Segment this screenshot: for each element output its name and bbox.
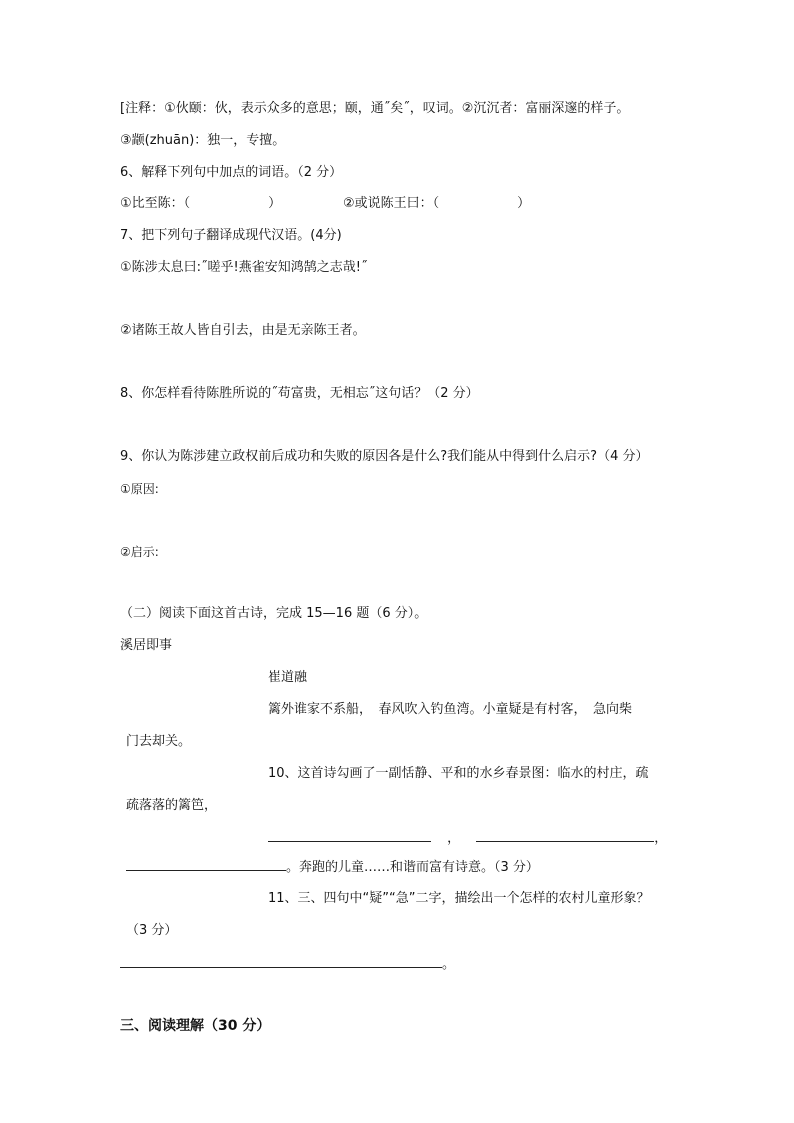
question-6-item-2: ②或说陈王曰：（ ） bbox=[343, 196, 531, 211]
section-3-heading: 三、阅读理解（30 分） bbox=[120, 1018, 271, 1034]
question-10-tail: 。奔跑的儿童……和谐而富有诗意。（3 分） bbox=[286, 860, 539, 875]
poem-title: 溪居即事 bbox=[120, 638, 173, 653]
question-9-insight: ②启示: bbox=[120, 545, 159, 559]
blank-separator-2: ， bbox=[654, 831, 668, 846]
note-line-1: [注释：①伙颐：伙，表示众多的意思；颐，通˝矣˝，叹词。②沉沉者：富丽深邃的样子。 bbox=[120, 101, 630, 116]
question-6-prompt: 6、解释下列句中加点的词语。（2 分） bbox=[120, 165, 343, 180]
section-2-heading: （二）阅读下面这首古诗，完成 15—16 题（6 分）。 bbox=[120, 606, 428, 621]
question-11-prompt-line-1: 11、三、四句中“疑”“急”二字，描绘出一个怎样的农村儿童形象？ bbox=[268, 891, 650, 906]
question-10-prompt-line-2: 疏落落的篱笆， bbox=[126, 798, 218, 813]
question-10-prompt-line-1: 10、这首诗勾画了一副恬静、平和的水乡春景图：临水的村庄，疏 bbox=[268, 766, 649, 781]
question-9-reason: ①原因: bbox=[120, 482, 159, 496]
question-9-prompt: 9、你认为陈涉建立政权前后成功和失败的原因各是什么?我们能从中得到什么启示?（4 分） bbox=[120, 449, 649, 464]
question-11-answer-row bbox=[120, 955, 455, 974]
question-10-blank-row-2 bbox=[126, 858, 539, 877]
note-line-2: ③颛(zhuān)：独一，专擅。 bbox=[120, 133, 286, 148]
question-7-prompt: 7、把下列句子翻译成现代汉语。(4分) bbox=[120, 228, 342, 243]
poem-line-2: 门去却关。 bbox=[126, 734, 192, 749]
answer-blank-2[interactable] bbox=[476, 829, 654, 842]
question-8-prompt: 8、你怎样看待陈胜所说的˝苟富贵，无相忘˝这句话？（2 分） bbox=[120, 386, 479, 401]
answer-blank-4[interactable] bbox=[120, 955, 442, 968]
question-7-item-1: ①陈涉太息曰:˝嗟乎!燕雀安知鸿鹄之志哉!˝ bbox=[120, 260, 368, 275]
poem-line-1: 篱外谁家不系船， 春风吹入钓鱼湾。小童疑是有村客， 急向柴 bbox=[268, 702, 633, 717]
question-6-item-1: ①比至陈：（ ） bbox=[120, 196, 282, 211]
answer-blank-3[interactable] bbox=[126, 858, 286, 871]
question-11-end: 。 bbox=[442, 957, 456, 972]
question-7-item-2: ②诸陈王故人皆自引去，由是无亲陈王者。 bbox=[120, 323, 366, 338]
blank-separator-1: ， bbox=[447, 831, 461, 846]
question-11-prompt-line-2: （3 分） bbox=[126, 923, 178, 938]
poem-author: 崔道融 bbox=[268, 670, 308, 685]
answer-blank-1[interactable] bbox=[268, 829, 431, 842]
question-10-blank-row bbox=[268, 829, 667, 848]
